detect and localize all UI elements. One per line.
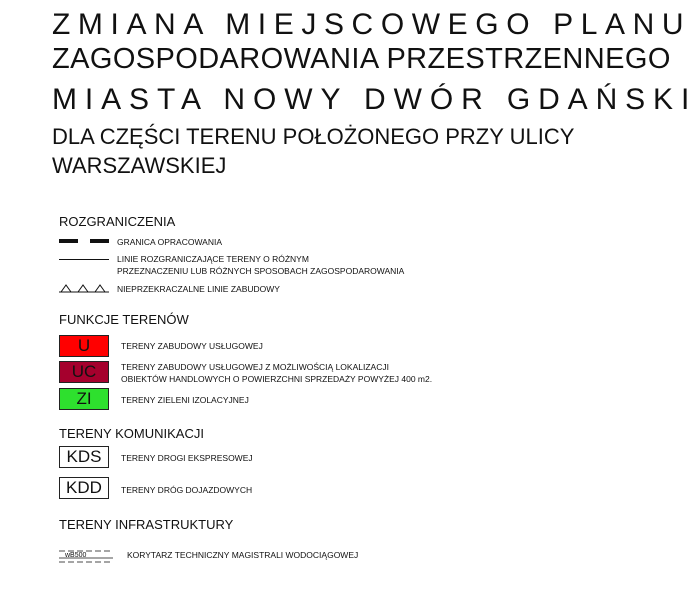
plan-subtitle-line-1: DLA CZĘŚCI TERENU POŁOŻONEGO PRZY ULICY [52, 124, 575, 149]
legend-granica-label: GRANICA OPRACOWANIA [117, 237, 223, 247]
zone-uc-description-line-1: TERENY ZABUDOWY USŁUGOWEJ Z MOŻLIWOŚCIĄ LOKALIZACJI [121, 362, 389, 372]
zone-kdd-swatch: KDD [59, 477, 109, 499]
plan-subtitle-line-2: WARSZAWSKIEJ [52, 153, 227, 178]
dividing-line-symbol [59, 258, 109, 262]
plan-title-line-3: MIASTA NOWY DWÓR GDAŃSKI [52, 83, 697, 116]
legend-heading-komunikacja: TERENY KOMUNIKACJI [59, 426, 204, 441]
zone-u-description: TERENY ZABUDOWY USŁUGOWEJ [121, 341, 263, 351]
legend-korytarz-label: KORYTARZ TECHNICZNY MAGISTRALI WODOCIĄGOWEJ [127, 550, 359, 560]
zone-zi-swatch: ZI [59, 388, 109, 410]
plan-title-line-1: ZMIANA MIEJSCOWEGO PLANU [52, 8, 692, 41]
legend-heading-infrastruktura: TERENY INFRASTRUKTURY [59, 517, 234, 532]
zone-zi-description: TERENY ZIELENI IZOLACYJNEJ [121, 395, 249, 405]
zone-kds-swatch: KDS [59, 446, 109, 468]
water-main-corridor-symbol [59, 548, 113, 564]
boundary-dashed-line-symbol [59, 237, 109, 245]
water-main-symbol-label: wB500 [65, 552, 87, 559]
plan-title-line-2: ZAGOSPODAROWANIA PRZESTRZENNEGO [52, 43, 671, 75]
zone-uc-swatch: UC [59, 361, 109, 383]
zone-kdd-description: TERENY DRÓG DOJAZDOWYCH [121, 485, 253, 495]
zone-u-swatch: U [59, 335, 109, 357]
legend-linie-label-line-1: LINIE ROZGRANICZAJĄCE TERENY O RÓŻNYM [117, 254, 309, 264]
legend-heading-funkcje: FUNKCJE TERENÓW [59, 312, 189, 327]
zone-uc-description-line-2: OBIEKTÓW HANDLOWYCH O POWIERZCHNI SPRZEDAŻY POWYŻEJ 400 m2. [121, 374, 433, 384]
legend-nieprzekraczalne-label: NIEPRZEKRACZALNE LINIE ZABUDOWY [117, 284, 280, 294]
building-line-triangles-symbol [59, 283, 109, 294]
zone-kds-description: TERENY DROGI EKSPRESOWEJ [121, 453, 253, 463]
legend-linie-label-line-2: PRZEZNACZENIU LUB RÓŻNYCH SPOSOBACH ZAGOSPODAROWANIA [117, 266, 405, 276]
legend-heading-rozgraniczenia: ROZGRANICZENIA [59, 214, 176, 229]
